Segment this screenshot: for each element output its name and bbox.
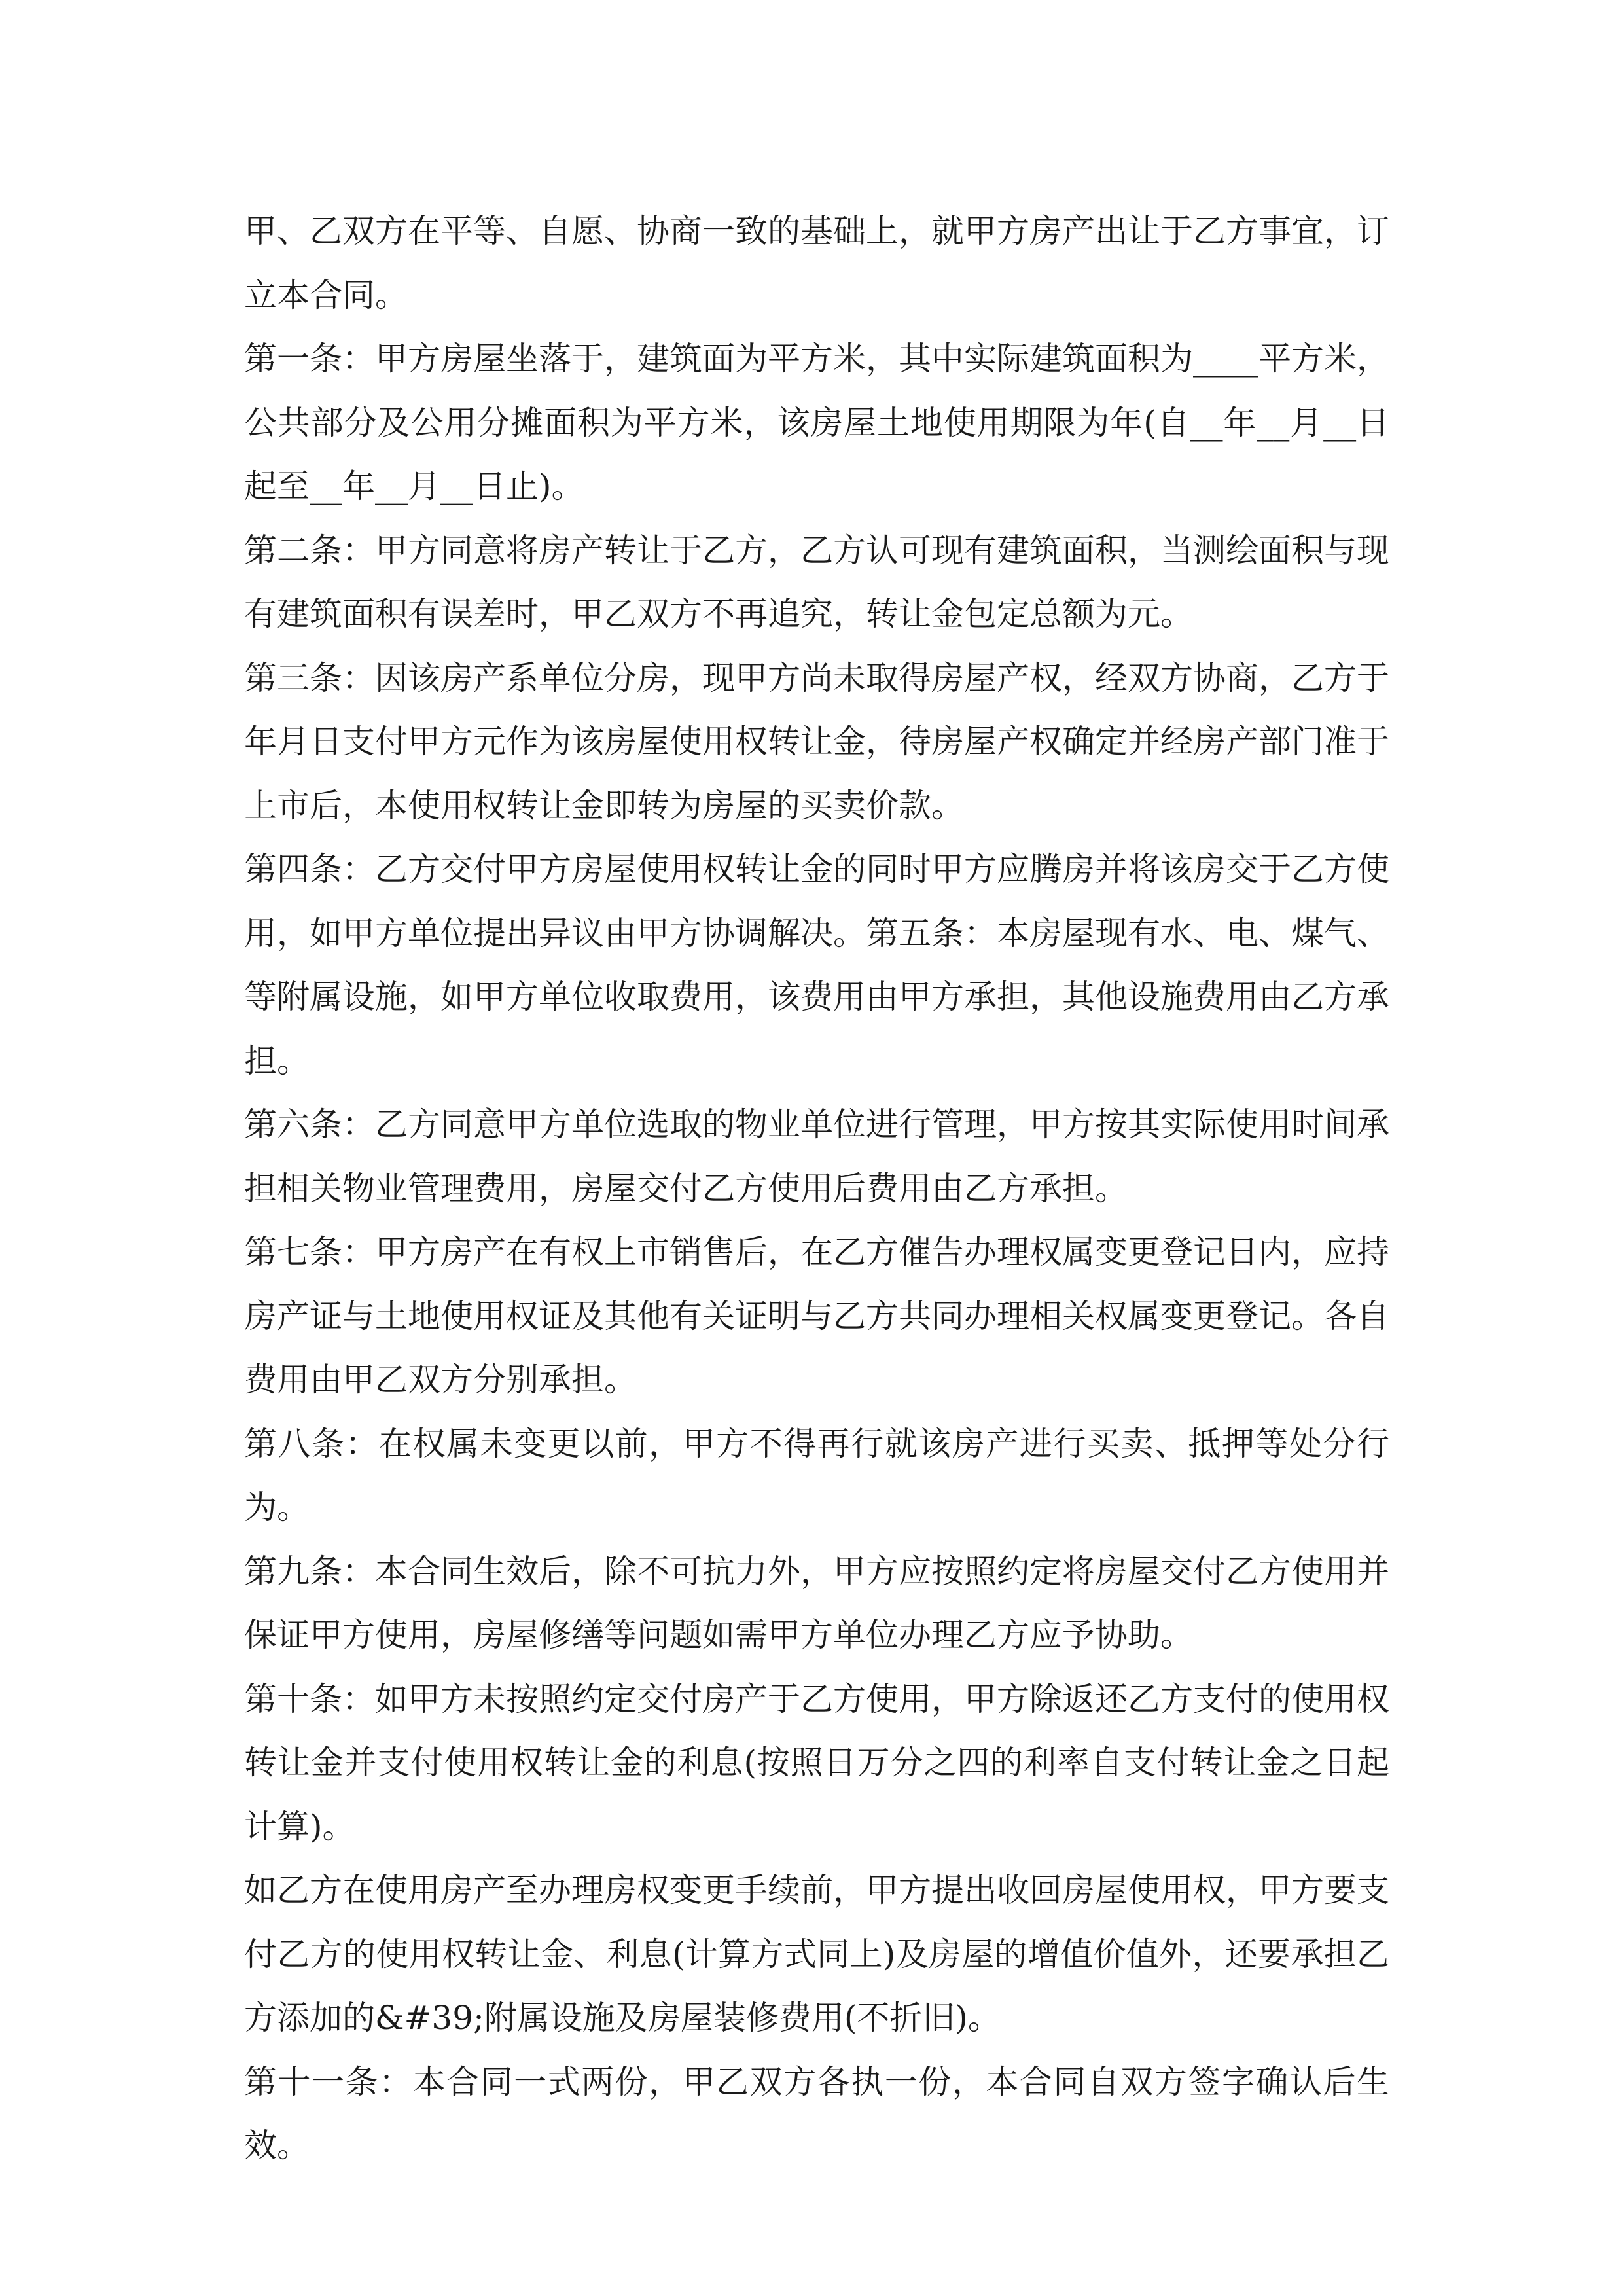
article-7-paragraph: 第七条：甲方房产在有权上市销售后，在乙方催告办理权属变更登记日内，应持房产证与土地使用权证及其他有关证明与乙方共同办理相关权属变更登记。各自费用由甲乙双方分别承担。 (244, 1233, 1389, 1399)
article-2-paragraph: 第二条：甲方同意将房产转让于乙方，乙方认可现有建筑面积，当测绘面积与现有建筑面积有误差时，甲乙双方不再追究，转让金包定总额为元。 (244, 531, 1389, 633)
article-4-5-paragraph: 第四条：乙方交付甲方房屋使用权转让金的同时甲方应腾房并将该房交于乙方使用，如甲方单位提出异议由甲方协调解决。第五条：本房屋现有水、电、煤气、等附属设施，如甲方单位收取费用，该费用由甲方承担，其他设施费用由乙方承担。 (244, 850, 1389, 1080)
article-1-paragraph: 第一条：甲方房屋坐落于，建筑面为平方米，其中实际建筑面积为____平方米，公共部分及公用分摊面积为平方米，该房屋土地使用期限为年(自__年__月__日起至__年__月__日止)。 (244, 340, 1389, 505)
article-11-paragraph: 第十一条：本合同一式两份，甲乙双方各执一份，本合同自双方签字确认后生效。 (244, 2062, 1389, 2164)
article-10-supplement-paragraph: 如乙方在使用房产至办理房权变更手续前，甲方提出收回房屋使用权，甲方要支付乙方的使用权转让金、利息(计算方式同上)及房屋的增值价值外，还要承担乙方添加的&#39;附属设施及房屋装修费用(不折旧)。 (244, 1871, 1389, 2037)
article-10-paragraph: 第十条：如甲方未按照约定交付房产于乙方使用，甲方除返还乙方支付的使用权转让金并支付使用权转让金的利息(按照日万分之四的利率自支付转让金之日起计算)。 (244, 1679, 1389, 1846)
article-6-paragraph: 第六条：乙方同意甲方单位选取的物业单位进行管理，甲方按其实际使用时间承担相关物业管理费用，房屋交付乙方使用后费用由乙方承担。 (244, 1105, 1389, 1208)
article-8-paragraph: 第八条：在权属未变更以前，甲方不得再行就该房产进行买卖、抵押等处分行为。 (244, 1424, 1389, 1526)
contract-body (244, 200, 1389, 2178)
preamble-paragraph: 甲、乙双方在平等、自愿、协商一致的基础上，就甲方房产出让于乙方事宜，订立本合同。 (244, 212, 1389, 314)
article-3-paragraph: 第三条：因该房产系单位分房，现甲方尚未取得房屋产权，经双方协商，乙方于年月日支付甲方元作为该房屋使用权转让金，待房屋产权确定并经房产部门准于上市后，本使用权转让金即转为房屋的买卖价款。 (244, 658, 1389, 825)
article-9-paragraph: 第九条：本合同生效后，除不可抗力外，甲方应按照约定将房屋交付乙方使用并保证甲方使用，房屋修缮等问题如需甲方单位办理乙方应予协助。 (244, 1552, 1389, 1654)
